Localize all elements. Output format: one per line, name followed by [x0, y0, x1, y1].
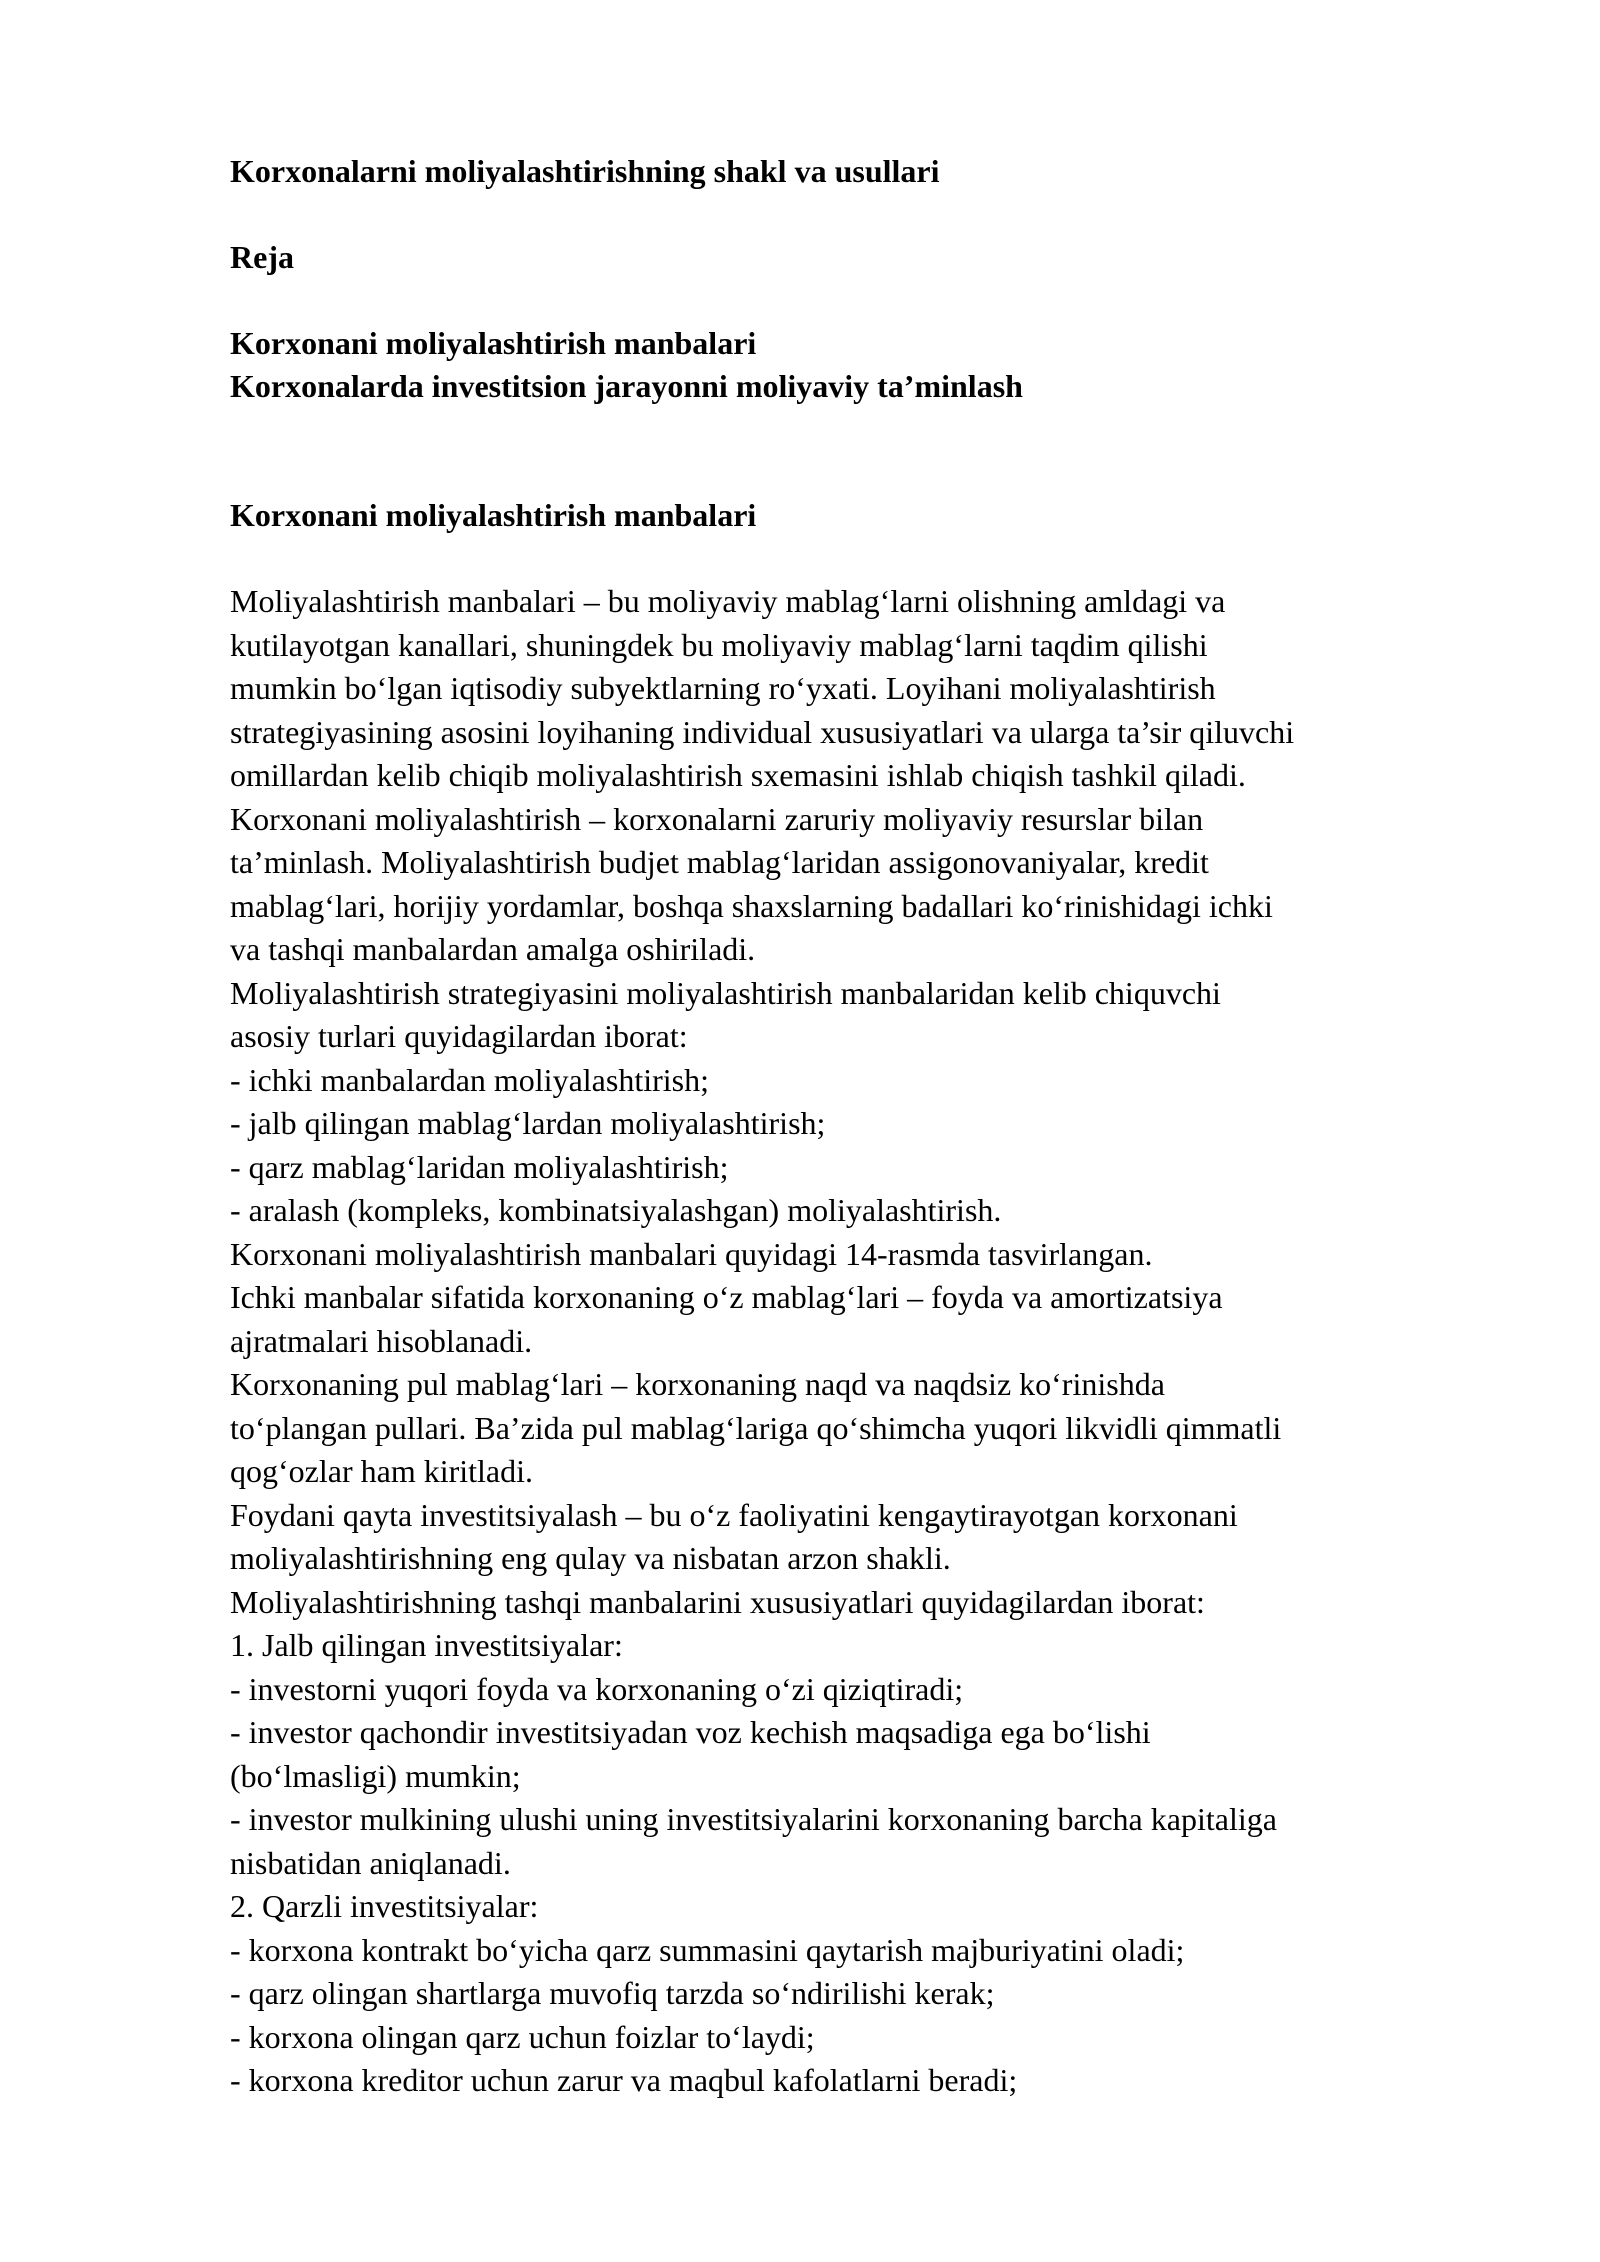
- body-text: [230, 580, 1530, 2103]
- text-line: 2. Qarzli investitsiyalar:: [230, 1888, 539, 1924]
- text-line: - korxona kontrakt bo‘yicha qarz summasini qaytarish majburiyatini oladi;: [230, 1931, 1185, 1968]
- text-line: - investor qachondir investitsiyadan voz kechish maqsadiga ega bo‘lishi: [230, 1714, 1151, 1750]
- document-title: Korxonalarni moliyalashtirishning shakl va usullari: [230, 153, 940, 189]
- text-line: mablag‘lari, horijiy yordamlar, boshqa shaxslarning badallari ko‘rinishidagi ichki: [230, 887, 1273, 924]
- text-line: to‘plangan pullari. Ba’zida pul mablag‘lariga qo‘shimcha yuqori likvidli qimmatli: [230, 1409, 1282, 1446]
- text-line: - qarz mablag‘laridan moliyalashtirish;: [230, 1148, 729, 1185]
- text-line: qog‘ozlar ham kiritladi.: [230, 1453, 534, 1489]
- text-line: strategiyasining asosini loyihaning individual xususiyatlari va ularga ta’sir qiluvchi: [230, 713, 1295, 750]
- text-line: kutilayotgan kanallari, shuningdek bu moliyaviy mablag‘larni taqdim qilishi: [230, 626, 1208, 663]
- text-line: - qarz olingan shartlarga muvofiq tarzda so‘ndirilishi kerak;: [230, 1975, 995, 2011]
- text-line: Moliyalashtirish manbalari – bu moliyaviy mablag‘larni olishning amldagi va: [230, 583, 1226, 619]
- text-line: - korxona olingan qarz uchun foizlar to‘laydi;: [230, 2018, 815, 2055]
- text-line: - ichki manbalardan moliyalashtirish;: [230, 1061, 709, 1098]
- document-content: [230, 150, 1530, 2103]
- text-line: Ichki manbalar sifatida korxonaning o‘z mablag‘lari – foyda va amortizatsiya: [230, 1279, 1223, 1315]
- text-line: omillardan kelib chiqib moliyalashtirish sxemasini ishlab chiqish tashkil qiladi.: [230, 757, 1246, 793]
- text-line: Korxonani moliyalashtirish – korxonalarni zaruriy moliyaviy resurslar bilan: [230, 800, 1204, 837]
- text-line: Foydani qayta investitsiyalash – bu o‘z faoliyatini kengaytirayotgan korxonani: [230, 1496, 1238, 1533]
- text-line: ta’minlash. Moliyalashtirish budjet mablag‘laridan assigonovaniyalar, kredit: [230, 844, 1209, 880]
- text-line: - investorni yuqori foyda va korxonaning o‘zi qiziqtiradi;: [230, 1670, 964, 1707]
- text-line: - korxona kreditor uchun zarur va maqbul kafolatlarni beradi;: [230, 2062, 1018, 2098]
- text-line: Korxonaning pul mablag‘lari – korxonaning naqd va naqdsiz ko‘rinishda: [230, 1366, 1165, 1402]
- text-line: ajratmalari hisoblanadi.: [230, 1322, 533, 1359]
- text-line: Moliyalashtirish strategiyasini moliyalashtirish manbalaridan kelib chiquvchi: [230, 974, 1221, 1011]
- plan-item: Korxonalarda investitsion jarayonni moliyaviy ta’minlash: [230, 368, 1023, 404]
- text-line: 1. Jalb qilingan investitsiyalar:: [230, 1627, 623, 1663]
- text-line: mumkin bo‘lgan iqtisodiy subyektlarning ro‘yxati. Loyihani moliyalashtirish: [230, 670, 1216, 706]
- text-line: Moliyalashtirishning tashqi manbalarini xususiyatlari quyidagilardan iborat:: [230, 1583, 1205, 1620]
- text-line: - investor mulkining ulushi uning investitsiyalarini korxonaning barcha kapitaliga: [230, 1801, 1277, 1837]
- text-line: (bo‘lmasligi) mumkin;: [230, 1757, 521, 1794]
- text-line: nisbatidan aniqlanadi.: [230, 1844, 511, 1881]
- text-line: - jalb qilingan mablag‘lardan moliyalashtirish;: [230, 1105, 826, 1141]
- text-line: - aralash (kompleks, kombinatsiyalashgan) moliyalashtirish.: [230, 1192, 1002, 1228]
- plan-heading: Reja: [230, 239, 294, 275]
- section-heading: Korxonani moliyalashtirish manbalari: [230, 497, 757, 533]
- plan-item: Korxonani moliyalashtirish manbalari: [230, 325, 757, 361]
- text-line: va tashqi manbalardan amalga oshiriladi.: [230, 931, 756, 967]
- text-line: moliyalashtirishning eng qulay va nisbatan arzon shakli.: [230, 1540, 951, 1576]
- text-line: Korxonani moliyalashtirish manbalari quyidagi 14-rasmda tasvirlangan.: [230, 1235, 1153, 1272]
- text-line: asosiy turlari quyidagilardan iborat:: [230, 1018, 688, 1054]
- plan-list: [230, 322, 1530, 408]
